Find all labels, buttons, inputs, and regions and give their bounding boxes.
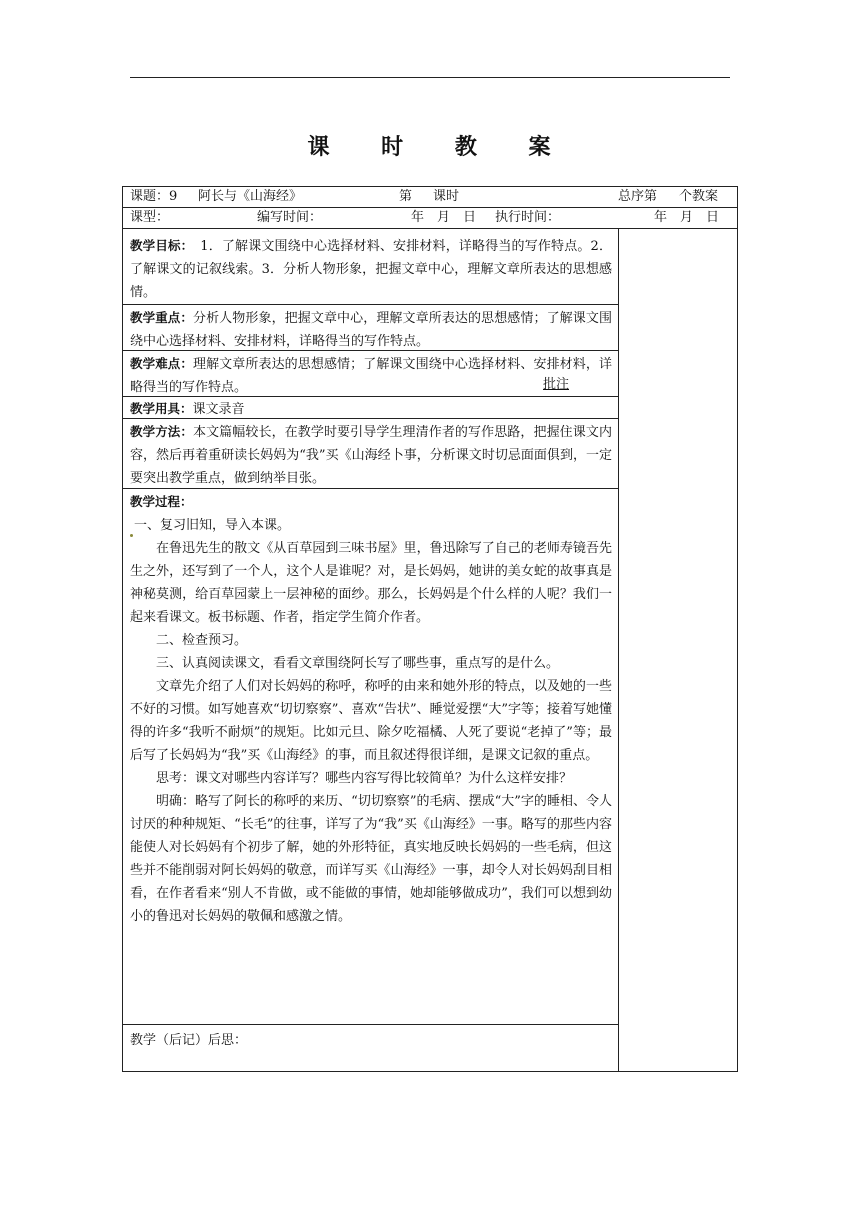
notes-label: 批注 bbox=[542, 377, 569, 392]
process-paragraph: 明确：略写了阿长的称呼的来历、“切切察察”的毛病、摆成“大”字的睡相、令人讨厌的种种规矩、“长毛”的往事，详写了为“我”买《山海经》一事。略写的那些内容能使人对长妈妈有个初步了解，她的外形特征，真实地反映长妈妈的一些毛病，但这些并不能削弱对阿长妈妈的敬意，而详写买《山海经》一事，却令人对长妈妈刮目相看，在作者看来“别人不肯做，或不能做的事情，她却能够做成功”，我们可以想到幼小的鲁迅对长妈妈的敬佩和感激之情。 bbox=[130, 794, 612, 924]
lesson-plan-table bbox=[122, 186, 738, 1072]
tools-text: 课文录音 bbox=[192, 402, 245, 417]
type-label: 课型： bbox=[130, 210, 170, 225]
total-suffix: 个教案 bbox=[679, 189, 719, 204]
exec-time-label: 执行时间： bbox=[495, 210, 561, 225]
process-paragraph: 在鲁迅先生的散文《从百草园到三味书屋》里，鲁迅除写了自己的老师寿镜吾先生之外，还写到了一个人，这个人是谁呢？对，是长妈妈，她讲的美女蛇的故事真是神秘莫测，给百草园蒙上一层神秘的面纱。那么，长妈妈是个什么样的人呢？我们一起来看课文。板书标题、作者，指定学生简介作者。 bbox=[130, 541, 612, 625]
methods-text: 本文篇幅较长，在教学时要引导学生理清作者的写作思路，把握住课文内容，然后再着重研读长妈妈为“我”买《山海经卜事，分析课文时切忌面面俱到，一定要突出教学重点，做到纳举目张。 bbox=[130, 425, 612, 486]
total-prefix: 总序第 bbox=[618, 189, 658, 204]
tools-label: 教学用具： bbox=[130, 401, 193, 416]
process-paragraph: 文章先介绍了人们对长妈妈的称呼，称呼的由来和她外形的特点，以及她的一些不好的习惯。如写她喜欢“切切察察”、喜欢“告状”、睡觉爱摆“大”字等；接着写她懂得的许多“我听不耐烦”的规矩。比如元旦、除夕吃福橘、人死了要说“老掉了”等；最后写了长妈妈为“我”买《山海经》的事，而且叙述得很详细，是课文记叙的重点。 bbox=[130, 679, 612, 763]
difficulties-label: 教学难点： bbox=[130, 356, 193, 371]
divider bbox=[123, 418, 618, 419]
key-points-label: 教学重点： bbox=[130, 310, 193, 325]
goals-text: 1．了解课文围绕中心选择材料、安排材料，详略得当的写作特点。2．了解课文的记叙线索。3．分析人物形象，把握文章中心，理解文章所表达的思想感情。 bbox=[130, 239, 612, 300]
divider bbox=[123, 304, 618, 305]
divider bbox=[123, 1024, 618, 1025]
process-paragraph: 三、认真阅读课文，看看文章围绕阿长写了哪些事，重点写的是什么。 bbox=[156, 656, 560, 671]
topic-title: 阿长与《山海经》 bbox=[198, 189, 303, 204]
reflection bbox=[130, 1029, 612, 1052]
lesson-prefix: 第 bbox=[399, 189, 413, 204]
difficulties-text: 理解文章所表达的思想感情；了解课文围绕中心选择材料、安排材料，详略得当的写作特点。 bbox=[130, 357, 612, 395]
teaching-process bbox=[130, 490, 612, 928]
goals-label: 教学目标： bbox=[130, 238, 188, 253]
process-paragraph: 二、检查预习。 bbox=[156, 633, 248, 648]
header-rule bbox=[130, 77, 730, 78]
topic-label: 课题：9 bbox=[130, 189, 178, 204]
divider bbox=[123, 350, 618, 351]
page-title: 课 时 教 案 bbox=[307, 135, 573, 160]
process-paragraph: 一、复习旧知，导入本课。 bbox=[134, 518, 291, 533]
time-row bbox=[123, 208, 737, 229]
reflection-label: 教学（后记）后思： bbox=[130, 1033, 248, 1048]
exec-date: 年 月 日 bbox=[654, 210, 720, 225]
process-paragraph: 思考：课文对哪些内容详写？哪些内容写得比较简单？为什么这样安排？ bbox=[156, 771, 573, 786]
teaching-goals bbox=[130, 234, 612, 304]
topic-row bbox=[123, 187, 737, 208]
process-label: 教学过程： bbox=[130, 494, 193, 509]
divider bbox=[123, 488, 618, 489]
lesson-suffix: 课时 bbox=[433, 189, 460, 204]
written-time-label: 编写时间： bbox=[257, 210, 323, 225]
key-points-text: 分析人物形象，把握文章中心，理解文章所表达的思想感情；了解课文围绕中心选择材料、安排材料，详略得当的写作特点。 bbox=[130, 311, 612, 349]
marker-dot bbox=[130, 534, 133, 537]
key-points bbox=[130, 306, 612, 353]
notes-divider bbox=[618, 229, 619, 1071]
teaching-methods bbox=[130, 420, 612, 490]
written-date: 年 月 日 bbox=[411, 210, 477, 225]
methods-label: 教学方法： bbox=[130, 424, 193, 439]
